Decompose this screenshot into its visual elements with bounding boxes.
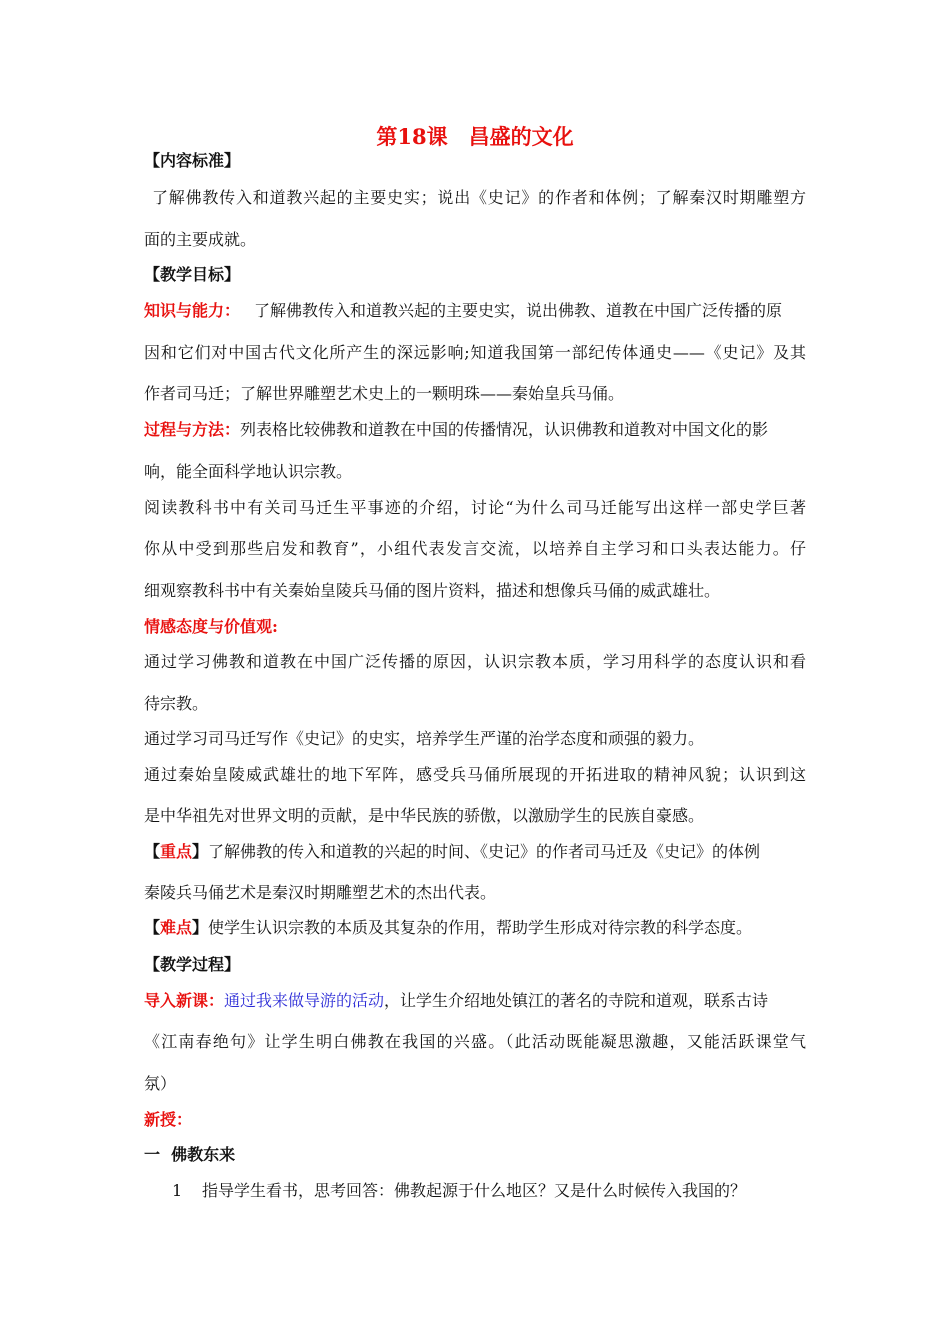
process-method-line-1: 列表格比较佛教和道教在中国的传播情况，认识佛教和道教对中国文化的影 bbox=[240, 420, 769, 439]
knowledge-ability-row bbox=[144, 301, 782, 321]
new-lesson-label: 新授： bbox=[144, 1110, 193, 1129]
process-method-line-2: 响，能全面科学地认识宗教。 bbox=[144, 462, 353, 481]
content-standard-line-2: 面的主要成就。 bbox=[144, 230, 257, 249]
list-item-number: 1 bbox=[172, 1181, 183, 1200]
process-method-line-3: 阅读教科书中有关司马迁生平事迹的介绍，讨论“为什么司马迁能写出这样一部史学巨著 bbox=[144, 498, 806, 517]
list-item-text: 指导学生看书，思考回答：佛教起源于什么地区？又是什么时候传入我国的？ bbox=[202, 1181, 747, 1200]
key-points-bracket-close: 】 bbox=[192, 842, 209, 861]
page-title: 第18课 昌盛的文化 bbox=[376, 124, 574, 149]
intro-line-3: 氛） bbox=[144, 1074, 177, 1093]
intro-label: 导入新课： bbox=[144, 991, 225, 1010]
process-method-label: 过程与方法： bbox=[144, 420, 241, 439]
process-method-row bbox=[144, 420, 768, 440]
emotion-value-line-4: 通过秦始皇陵威武雄壮的地下军阵，感受兵马俑所展现的开拓进取的精神风貌；认识到这 bbox=[144, 765, 806, 784]
teaching-goals-heading: 【教学目标】 bbox=[144, 265, 241, 284]
key-points-label: 重点 bbox=[160, 842, 193, 861]
emotion-value-line-2: 待宗教。 bbox=[144, 694, 209, 713]
process-method-line-4: 你从中受到那些启发和教育”，小组代表发言交流，以培养自主学习和口头表达能力。仔 bbox=[144, 539, 806, 558]
knowledge-ability-line-3: 作者司马迁；了解世界雕塑艺术史上的一颗明珠——秦始皇兵马俑。 bbox=[144, 384, 625, 403]
section-heading: 一 佛教东来 bbox=[144, 1145, 236, 1164]
knowledge-ability-label: 知识与能力： bbox=[144, 301, 241, 320]
difficulties-text: 使学生认识宗教的本质及其复杂的作用，帮助学生形成对待宗教的科学态度。 bbox=[208, 918, 753, 937]
key-points-row bbox=[144, 842, 760, 862]
process-method-line-5: 细观察教科书中有关秦始皇陵兵马俑的图片资料，描述和想像兵马俑的威武雄壮。 bbox=[144, 581, 721, 600]
difficulties-bracket-close: 】 bbox=[192, 918, 209, 937]
difficulties-bracket-open: 【 bbox=[144, 918, 161, 937]
content-standard-line-1: 了解佛教传入和道教兴起的主要史实；说出《史记》的作者和体例；了解秦汉时期雕塑方 bbox=[152, 188, 806, 207]
key-points-line-1: 了解佛教的传入和道教的兴起的时间、《史记》的作者司马迁及《史记》的体例 bbox=[208, 842, 761, 861]
emotion-value-line-1: 通过学习佛教和道教在中国广泛传播的原因，认识宗教本质，学习用科学的态度认识和看 bbox=[144, 652, 806, 671]
teaching-process-heading: 【教学过程】 bbox=[144, 955, 241, 974]
knowledge-ability-line-1: 了解佛教传入和道教兴起的主要史实，说出佛教、道教在中国广泛传播的原 bbox=[254, 301, 783, 320]
intro-line-2: 《江南春绝句》让学生明白佛教在我国的兴盛。（此活动既能凝思激趣，又能活跃课堂气 bbox=[144, 1032, 806, 1051]
knowledge-ability-line-2: 因和它们对中国古代文化所产生的深远影响;知道我国第一部纪传体通史——《史记》及其 bbox=[144, 343, 806, 362]
key-points-bracket-open: 【 bbox=[144, 842, 161, 861]
content-standard-heading: 【内容标准】 bbox=[144, 151, 241, 170]
intro-row bbox=[144, 991, 768, 1011]
intro-rest-text: ，让学生介绍地处镇江的著名的寺院和道观，联系古诗 bbox=[384, 991, 769, 1010]
key-points-line-2: 秦陵兵马俑艺术是秦汉时期雕塑艺术的杰出代表。 bbox=[144, 883, 497, 902]
difficulties-row bbox=[144, 918, 752, 938]
emotion-value-line-3: 通过学习司马迁写作《史记》的史实，培养学生严谨的治学态度和顽强的毅力。 bbox=[144, 729, 705, 748]
difficulties-label: 难点 bbox=[160, 918, 193, 937]
emotion-value-label: 情感态度与价值观: bbox=[144, 617, 278, 636]
emotion-value-line-5: 是中华祖先对世界文明的贡献，是中华民族的骄傲，以激励学生的民族自豪感。 bbox=[144, 806, 705, 825]
intro-activity-text: 通过我来做导游的活动 bbox=[224, 991, 385, 1010]
